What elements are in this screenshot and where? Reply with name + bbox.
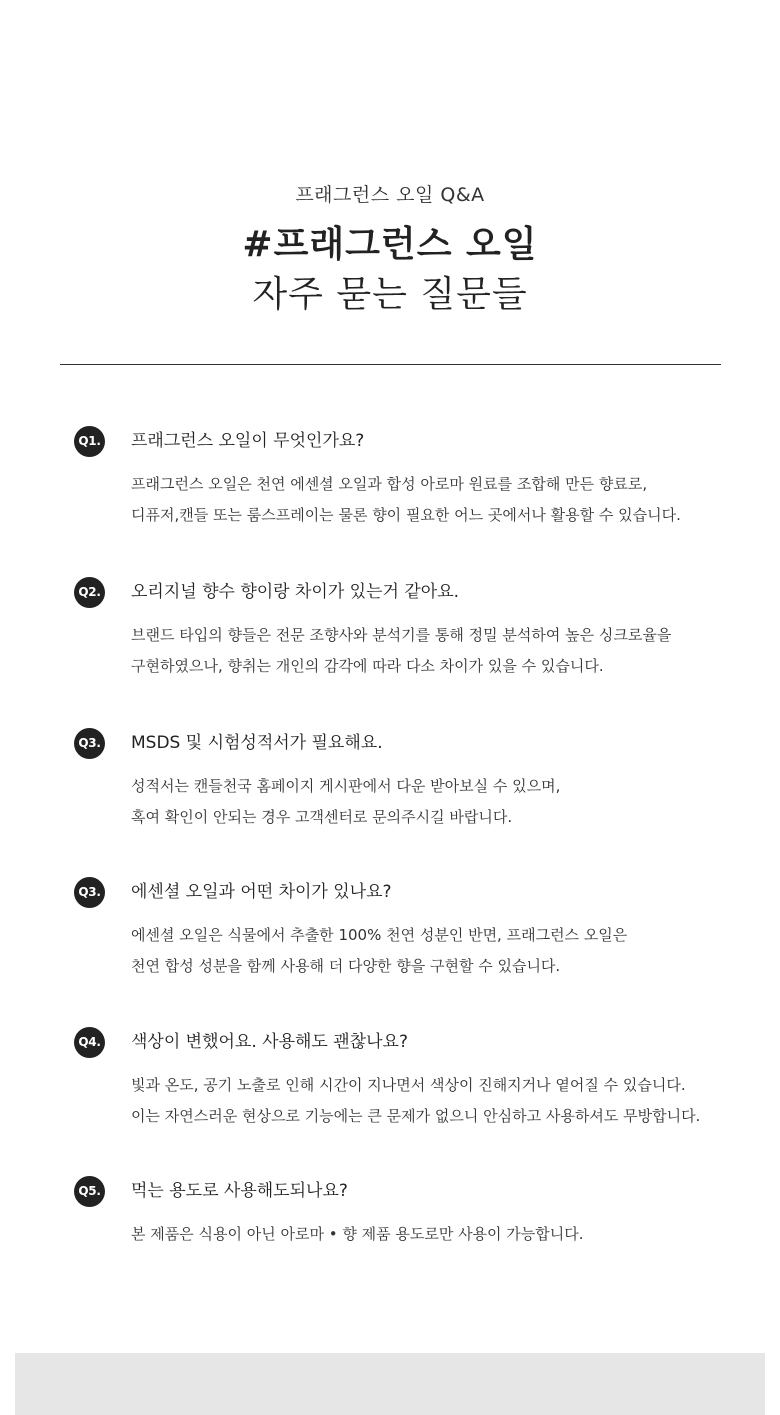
faq-question: 프래그런스 오일이 무엇인가요? <box>131 431 365 451</box>
faq-answer-line: 혹여 확인이 안되는 경우 고객센터로 문의주시길 바랍니다. <box>131 808 513 826</box>
faq-question: 오리지널 향수 향이랑 차이가 있는거 같아요. <box>131 582 460 602</box>
faq-answer-line: 에센셜 오일은 식물에서 추출한 100% 천연 성분인 반면, 프래그런스 오일은 <box>131 926 628 944</box>
faq-question: 에센셜 오일과 어떤 차이가 있나요? <box>131 882 392 902</box>
qa-header <box>0 178 780 320</box>
question-badge: Q3. <box>74 877 105 908</box>
faq-answer-line: 본 제품은 식용이 아닌 아로마 • 향 제품 용도로만 사용이 가능합니다. <box>131 1225 584 1243</box>
page-title: #프래그런스 오일 <box>242 224 538 265</box>
faq-answer-line: 디퓨저,캔들 또는 룸스프레이는 물론 향이 필요한 어느 곳에서나 활용할 수 있습니다. <box>131 506 681 524</box>
footer-bar <box>15 1353 765 1415</box>
faq-answer <box>131 620 671 682</box>
faq-answer-line: 구현하였으나, 향취는 개인의 감각에 따라 다소 차이가 있을 수 있습니다. <box>131 657 604 675</box>
page-title-sub: 자주 묻는 질문들 <box>252 274 528 315</box>
header-divider <box>60 364 721 365</box>
question-badge: Q3. <box>74 728 105 759</box>
question-badge: Q2. <box>74 577 105 608</box>
faq-answer-line: 빛과 온도, 공기 노출로 인해 시간이 지나면서 색상이 진해지거나 옅어질 수 있습니다. <box>131 1076 686 1094</box>
faq-question: 색상이 변했어요. 사용해도 괜찮나요? <box>131 1032 408 1052</box>
faq-answer-line: 프래그런스 오일은 천연 에센셜 오일과 합성 아로마 원료를 조합해 만든 향료로, <box>131 475 648 493</box>
section-subtitle: 프래그런스 오일 Q&A <box>295 184 485 206</box>
faq-answer-line: 천연 합성 성분을 함께 사용해 더 다양한 향을 구현할 수 있습니다. <box>131 957 561 975</box>
faq-answer <box>131 771 560 833</box>
faq-question: 먹는 용도로 사용해도되나요? <box>131 1181 348 1201</box>
faq-answer <box>131 1070 700 1132</box>
question-badge: Q4. <box>74 1027 105 1058</box>
question-badge: Q5. <box>74 1176 105 1207</box>
faq-answer <box>131 1219 584 1250</box>
faq-answer <box>131 920 627 982</box>
faq-answer-line: 성적서는 캔들천국 홈페이지 게시판에서 다운 받아보실 수 있으며, <box>131 777 561 795</box>
faq-answer-line: 브랜드 타입의 향들은 전문 조향사와 분석기를 통해 정밀 분석하여 높은 싱크로율을 <box>131 626 672 644</box>
faq-answer <box>131 469 681 531</box>
faq-question: MSDS 및 시험성적서가 필요해요. <box>131 733 383 753</box>
question-badge: Q1. <box>74 426 105 457</box>
faq-answer-line: 이는 자연스러운 현상으로 기능에는 큰 문제가 없으니 안심하고 사용하셔도 무방합니다. <box>131 1107 701 1125</box>
